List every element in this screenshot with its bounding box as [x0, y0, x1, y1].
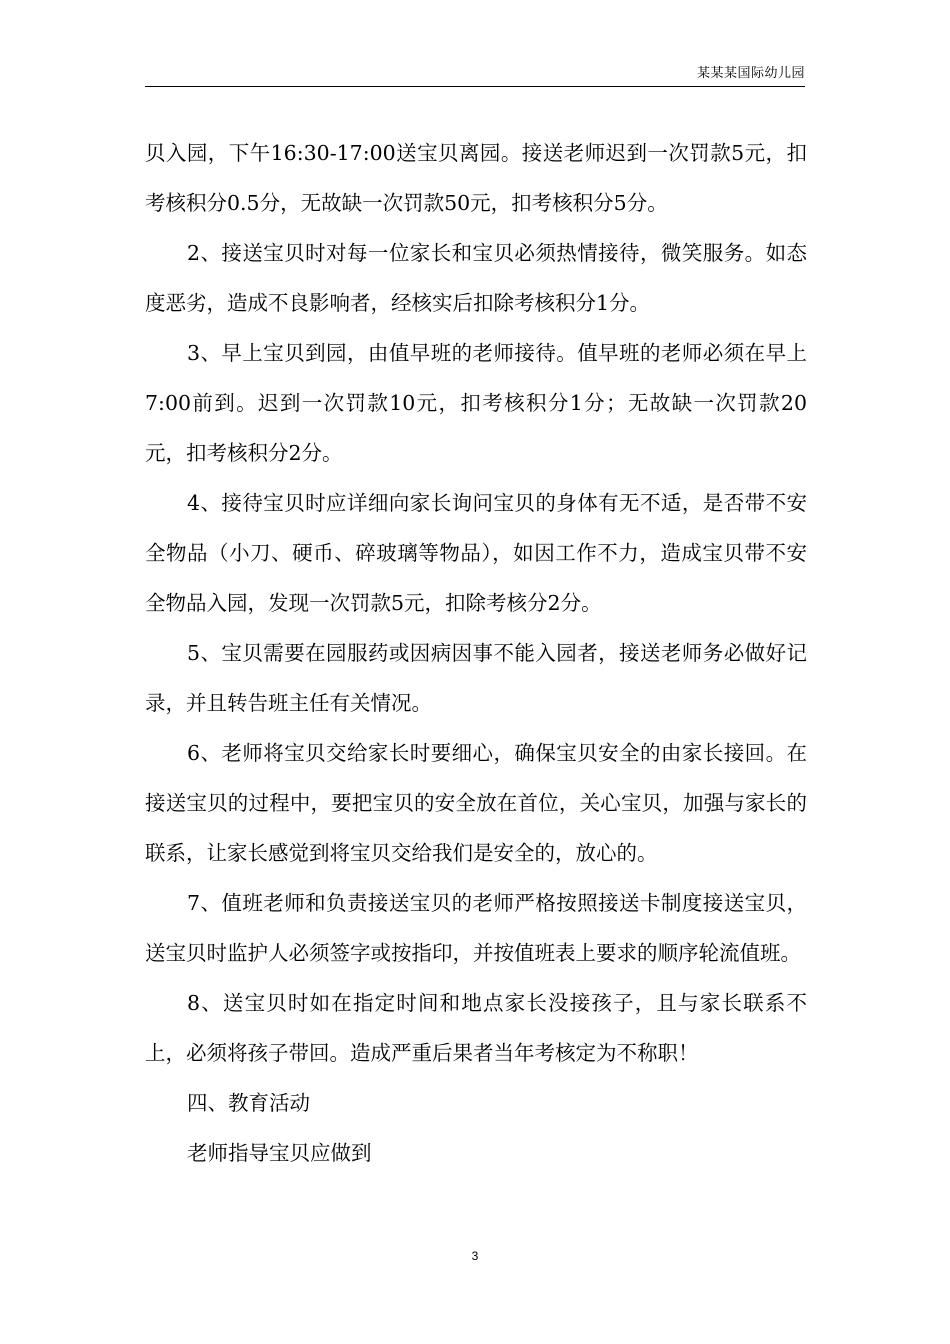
- page-number: 3: [471, 1249, 479, 1263]
- paragraph-item-2: 2、接送宝贝时对每一位家长和宝贝必须热情接待，微笑服务。如态度恶劣，造成不良影响者，经核实后扣除考核积分1分。: [145, 241, 807, 315]
- paragraph-continuation: 贝入园，下午16:30-17:00送宝贝离园。接送老师迟到一次罚款5元，扣考核积分0.5分，无故缺一次罚款50元，扣考核积分5分。: [145, 141, 807, 215]
- document-body: [145, 128, 807, 1178]
- paragraph-item-3: 3、早上宝贝到园，由值早班的老师接待。值早班的老师必须在早上7:00前到。迟到一次罚款10元，扣考核积分1分；无故缺一次罚款20元，扣考核积分2分。: [145, 341, 807, 465]
- section-heading: 四、教育活动: [187, 1091, 310, 1115]
- paragraph-item-8: 8、送宝贝时如在指定时间和地点家长没接孩子，且与家长联系不上，必须将孩子带回。造成严重后果者当年考核定为不称职！: [145, 991, 807, 1065]
- paragraph-item-4: 4、接待宝贝时应详细向家长询问宝贝的身体有无不适，是否带不安全物品（小刀、硬币、碎玻璃等物品），如因工作不力，造成宝贝带不安全物品入园，发现一次罚款5元，扣除考核分2分。: [145, 491, 807, 615]
- paragraph-intro: 老师指导宝贝应做到: [187, 1141, 372, 1165]
- header-title: 某某某国际幼儿园: [696, 66, 805, 81]
- paragraph-item-6: 6、老师将宝贝交给家长时要细心，确保宝贝安全的由家长接回。在接送宝贝的过程中，要把宝贝的安全放在首位，关心宝贝，加强与家长的联系，让家长感觉到将宝贝交给我们是安全的，放心的。: [145, 741, 807, 865]
- paragraph-item-7: 7、值班老师和负责接送宝贝的老师严格按照接送卡制度接送宝贝，送宝贝时监护人必须签字或按指印，并按值班表上要求的顺序轮流值班。: [145, 891, 807, 965]
- paragraph-item-5: 5、宝贝需要在园服药或因病因事不能入园者，接送老师务必做好记录，并且转告班主任有关情况。: [145, 641, 807, 715]
- page-header: [145, 64, 805, 87]
